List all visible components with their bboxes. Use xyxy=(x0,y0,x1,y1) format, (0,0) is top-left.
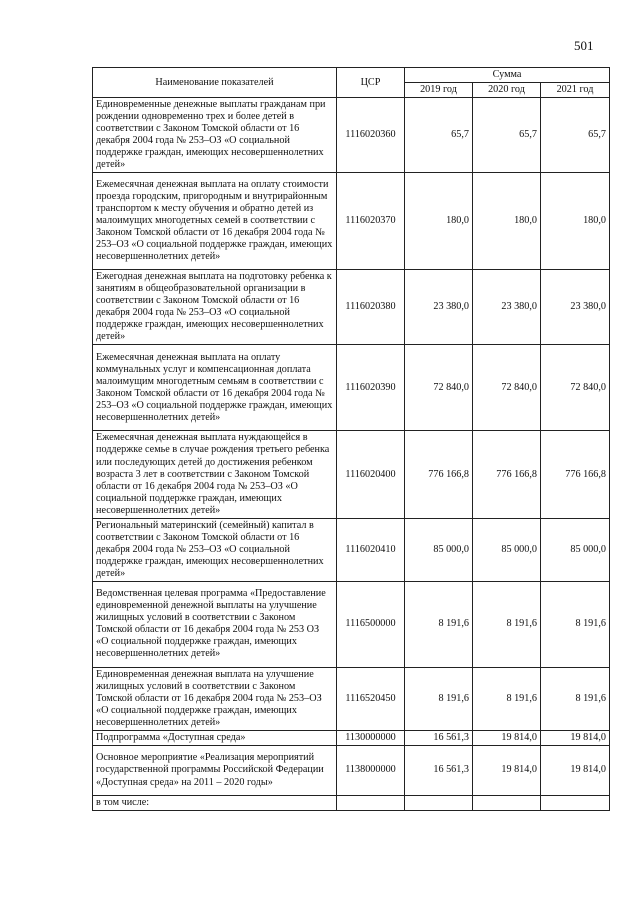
row-value-2021: 72 840,0 xyxy=(541,345,610,431)
row-value-2021 xyxy=(541,796,610,811)
row-value-2021: 8 191,6 xyxy=(541,667,610,730)
header-year-2019: 2019 год xyxy=(405,83,473,98)
row-csr: 1116020360 xyxy=(337,98,405,173)
row-name: Региональный материнский (семейный) капитал в соответствии с Законом Томской области от 16 декабря 2004 года № 253–ОЗ «О социальной поддержке граждан, имеющих несовершеннолетних детей» xyxy=(93,518,337,581)
table-row xyxy=(93,270,610,345)
table-row xyxy=(93,730,610,745)
row-value-2020: 8 191,6 xyxy=(473,581,541,667)
row-name: Подпрограмма «Доступная среда» xyxy=(93,730,337,745)
row-csr xyxy=(337,796,405,811)
row-value-2021: 180,0 xyxy=(541,173,610,270)
row-value-2019: 23 380,0 xyxy=(405,270,473,345)
row-value-2019: 16 561,3 xyxy=(405,746,473,796)
row-name: Ежемесячная денежная выплата на оплату коммунальных услуг и компенсационная доплата малоимущим многодетным семьям в соответствии с Законом Томской области от 16 декабря 2004 года № 253–ОЗ «О социальной поддержке граждан, имеющих несовершеннолетних детей» xyxy=(93,345,337,431)
row-name: Основное мероприятие «Реализация мероприятий государственной программы Российской Федерации «Доступная среда» на 2011 – 2020 годы» xyxy=(93,746,337,796)
row-value-2020: 19 814,0 xyxy=(473,746,541,796)
table-row xyxy=(93,518,610,581)
row-csr: 1116500000 xyxy=(337,581,405,667)
row-value-2021: 65,7 xyxy=(541,98,610,173)
row-value-2021: 19 814,0 xyxy=(541,730,610,745)
row-csr: 1138000000 xyxy=(337,746,405,796)
row-value-2021: 8 191,6 xyxy=(541,581,610,667)
page-number: 501 xyxy=(574,38,594,53)
table-row xyxy=(93,667,610,730)
row-value-2020: 776 166,8 xyxy=(473,431,541,518)
row-value-2020: 72 840,0 xyxy=(473,345,541,431)
row-value-2020: 8 191,6 xyxy=(473,667,541,730)
budget-table xyxy=(92,67,610,811)
row-value-2019: 16 561,3 xyxy=(405,730,473,745)
row-csr: 1116020370 xyxy=(337,173,405,270)
row-value-2020: 180,0 xyxy=(473,173,541,270)
row-name: Ежегодная денежная выплата на подготовку ребенка к занятиям в общеобразовательной организации в соответствии с Законом Томской области от 16 декабря 2004 года № 253–ОЗ «О социальной поддержке граждан, имеющих несовершеннолетних детей» xyxy=(93,270,337,345)
table-row xyxy=(93,581,610,667)
row-value-2019: 85 000,0 xyxy=(405,518,473,581)
row-name: Ежемесячная денежная выплата нуждающейся в поддержке семье в случае рождения третьего ребенка или последующих детей до достижения ребенком возраста 3 лет в соответствии с Законом Томской области от 16 декабря 2004 года № 253–ОЗ «О социальной поддержке граждан, имеющих несовершеннолетних детей» xyxy=(93,431,337,518)
row-value-2019: 65,7 xyxy=(405,98,473,173)
table-row xyxy=(93,98,610,173)
row-csr: 1116020380 xyxy=(337,270,405,345)
row-name: Ежемесячная денежная выплата на оплату стоимости проезда городским, пригородным и внутрирайонным транспортом к месту обучения и обратно детей из малоимущих многодетных семей в соответствии с Законом Томской области от 16 декабря 2004 года № 253–ОЗ «О социальной поддержке граждан, имеющих несовершеннолетних детей» xyxy=(93,173,337,270)
row-value-2019: 72 840,0 xyxy=(405,345,473,431)
header-year-2021: 2021 год xyxy=(541,83,610,98)
header-sum: Сумма xyxy=(405,68,610,83)
row-value-2019: 776 166,8 xyxy=(405,431,473,518)
header-csr: ЦСР xyxy=(337,68,405,98)
row-name: Единовременные денежные выплаты гражданам при рождении одновременно трех и более детей в соответствии с Законом Томской области от 16 декабря 2004 года № 253–ОЗ «О социальной поддержке граждан, имеющих несовершеннолетних детей» xyxy=(93,98,337,173)
row-value-2021: 23 380,0 xyxy=(541,270,610,345)
row-value-2021: 776 166,8 xyxy=(541,431,610,518)
row-csr: 1130000000 xyxy=(337,730,405,745)
row-value-2020: 85 000,0 xyxy=(473,518,541,581)
row-value-2021: 85 000,0 xyxy=(541,518,610,581)
row-value-2019: 180,0 xyxy=(405,173,473,270)
row-name: в том числе: xyxy=(93,796,337,811)
row-value-2019 xyxy=(405,796,473,811)
row-value-2021: 19 814,0 xyxy=(541,746,610,796)
row-value-2020: 19 814,0 xyxy=(473,730,541,745)
table-row xyxy=(93,796,610,811)
row-name: Единовременная денежная выплата на улучшение жилищных условий в соответствии с Законом Томской области от 16 декабря 2004 года № 253–ОЗ «О социальной поддержке граждан, имеющих несовершеннолетних детей» xyxy=(93,667,337,730)
table-row xyxy=(93,746,610,796)
row-csr: 1116020410 xyxy=(337,518,405,581)
row-csr: 1116020390 xyxy=(337,345,405,431)
table-row xyxy=(93,173,610,270)
row-value-2019: 8 191,6 xyxy=(405,667,473,730)
row-value-2020: 23 380,0 xyxy=(473,270,541,345)
header-row xyxy=(93,68,610,83)
row-name: Ведомственная целевая программа «Предоставление единовременной денежной выплаты на улучшение жилищных условий в соответствии с Законом Томской области от 16 декабря 2004 года № 253 ОЗ «О социальной поддержке граждан, имеющих несовершеннолетних детей» xyxy=(93,581,337,667)
row-value-2019: 8 191,6 xyxy=(405,581,473,667)
row-value-2020 xyxy=(473,796,541,811)
header-year-2020: 2020 год xyxy=(473,83,541,98)
row-csr: 1116020400 xyxy=(337,431,405,518)
row-csr: 1116520450 xyxy=(337,667,405,730)
table-row xyxy=(93,345,610,431)
header-name: Наименование показателей xyxy=(93,68,337,98)
row-value-2020: 65,7 xyxy=(473,98,541,173)
table-row xyxy=(93,431,610,518)
